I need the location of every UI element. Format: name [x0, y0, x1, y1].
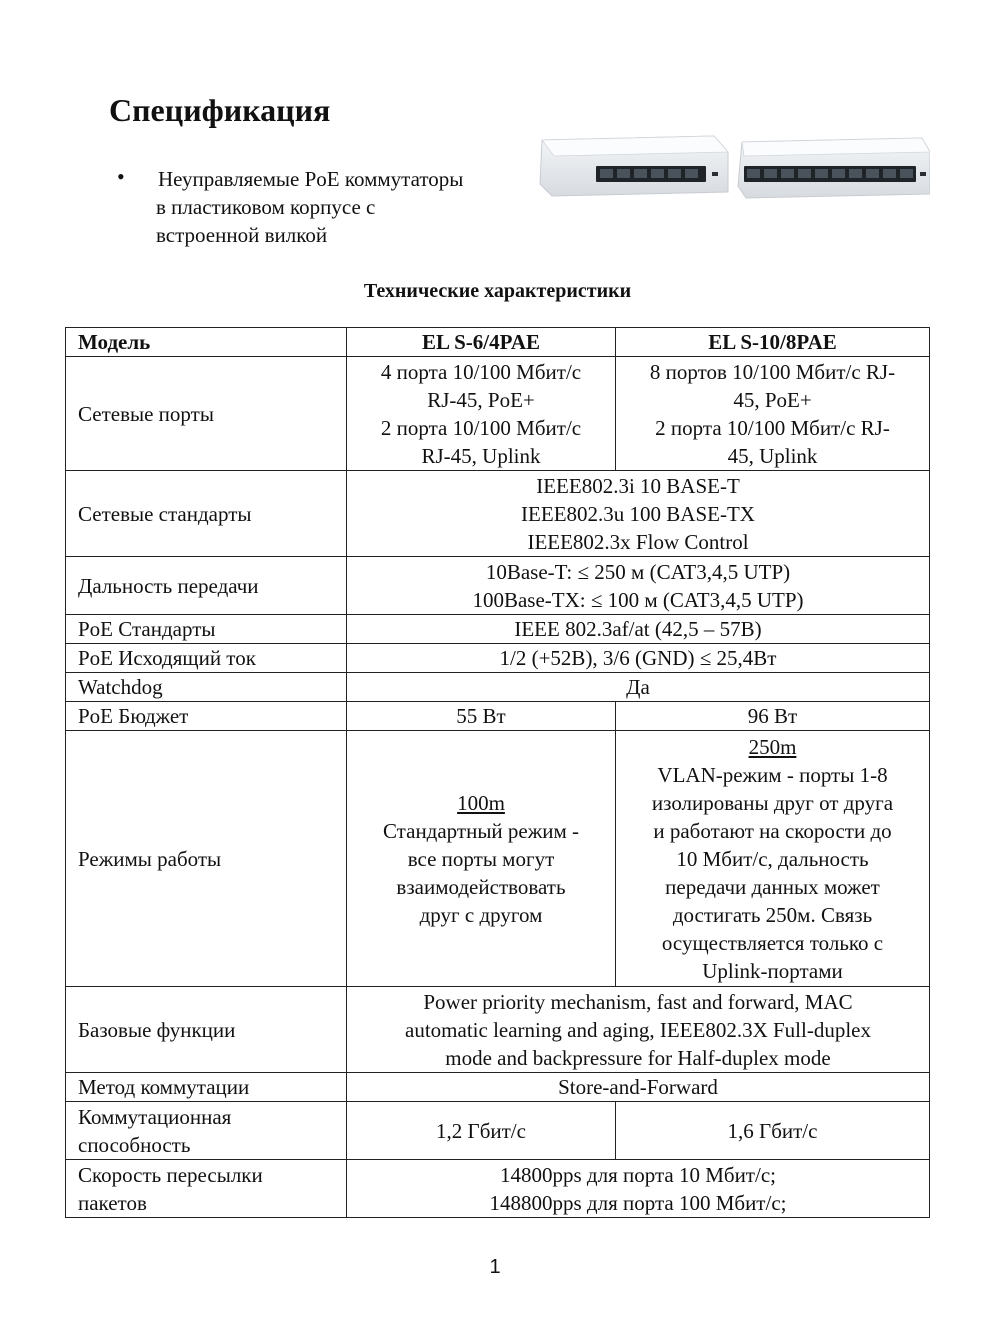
row-label: Дальность передачи: [66, 557, 347, 615]
intro-text: [156, 165, 536, 249]
cell-value: 55 Вт: [347, 702, 616, 731]
intro-line: встроенной вилкой: [156, 223, 328, 247]
row-label: PoE Исходящий ток: [66, 644, 347, 673]
cell-value: Да: [347, 673, 930, 702]
row-label: PoE Бюджет: [66, 702, 347, 731]
row-label: Базовые функции: [66, 987, 347, 1073]
cell-value: 100m Стандартный режим - все порты могут взаимодействовать друг с другом: [347, 731, 616, 987]
table-row: [66, 1102, 930, 1160]
row-label: Коммутационная способность: [66, 1102, 347, 1160]
table-row: [66, 557, 930, 615]
header-model-label: Модель: [66, 328, 347, 357]
table-row: [66, 987, 930, 1073]
table-row: [66, 702, 930, 731]
cell-value: 1,2 Гбит/с: [347, 1102, 616, 1160]
mode-b-title: 250m: [748, 734, 797, 759]
header-model-b: EL S-10/8PAE: [616, 328, 930, 357]
switch-10-port-image: [738, 138, 930, 198]
row-label: Watchdog: [66, 673, 347, 702]
cell-value: IEEE 802.3af/at (42,5 – 57В): [347, 615, 930, 644]
table-row: [66, 357, 930, 471]
cell-value: 1,6 Гбит/с: [616, 1102, 930, 1160]
row-label: Сетевые порты: [66, 357, 347, 471]
cell-value: 1/2 (+52В), 3/6 (GND) ≤ 25,4Вт: [347, 644, 930, 673]
cell-value: IEEE802.3i 10 BASE-T IEEE802.3u 100 BASE-TX IEEE802.3x Flow Control: [347, 471, 930, 557]
table-row: [66, 1160, 930, 1218]
row-label: Сетевые стандарты: [66, 471, 347, 557]
cell-value: 96 Вт: [616, 702, 930, 731]
table-row: [66, 731, 930, 987]
cell-value: 4 порта 10/100 Мбит/с RJ-45, PoE+ 2 порта 10/100 Мбит/с RJ-45, Uplink: [347, 357, 616, 471]
table-header-row: [66, 328, 930, 357]
row-label: Скорость пересылки пакетов: [66, 1160, 347, 1218]
header-model-a: EL S-6/4PAE: [347, 328, 616, 357]
section-heading: Технические характеристики: [363, 280, 632, 302]
switch-6-port-image: [540, 136, 728, 196]
cell-value: 8 портов 10/100 Мбит/с RJ- 45, PoE+ 2 порта 10/100 Мбит/с RJ- 45, Uplink: [616, 357, 930, 471]
table-row: [66, 1073, 930, 1102]
page-title: Спецификация: [109, 92, 331, 128]
product-photos: [538, 134, 930, 200]
table-row: [66, 644, 930, 673]
cell-value: 14800pps для порта 10 Мбит/с; 148800pps для порта 100 Мбит/с;: [347, 1160, 930, 1218]
mode-a-title: 100m: [457, 790, 505, 815]
cell-value: Power priority mechanism, fast and forward, MAC automatic learning and aging, IEEE802.3X Full-duplex mode and backpressure for Half-duplex mode: [347, 987, 930, 1073]
row-label: Режимы работы: [66, 731, 347, 987]
page-number: 1: [489, 1256, 501, 1278]
row-label: Метод коммутации: [66, 1073, 347, 1102]
cell-value: Store-and-Forward: [347, 1073, 930, 1102]
bullet-dot: •: [117, 164, 125, 189]
row-label: PoE Стандарты: [66, 615, 347, 644]
intro-line: Неуправляемые PoE коммутаторы: [158, 167, 464, 191]
table-row: [66, 673, 930, 702]
spec-table: [65, 327, 930, 1218]
cell-value: 250m VLAN-режим - порты 1-8 изолированы друг от друга и работают на скорости до 10 Мбит/с, дальность передачи данных может достигать 250м. Связь осуществляется только с Uplink-портами: [616, 731, 930, 987]
table-row: [66, 471, 930, 557]
table-row: [66, 615, 930, 644]
intro-line: в пластиковом корпусе с: [156, 195, 376, 219]
cell-value: 10Base-T: ≤ 250 м (CAT3,4,5 UTP) 100Base-TX: ≤ 100 м (CAT3,4,5 UTP): [347, 557, 930, 615]
